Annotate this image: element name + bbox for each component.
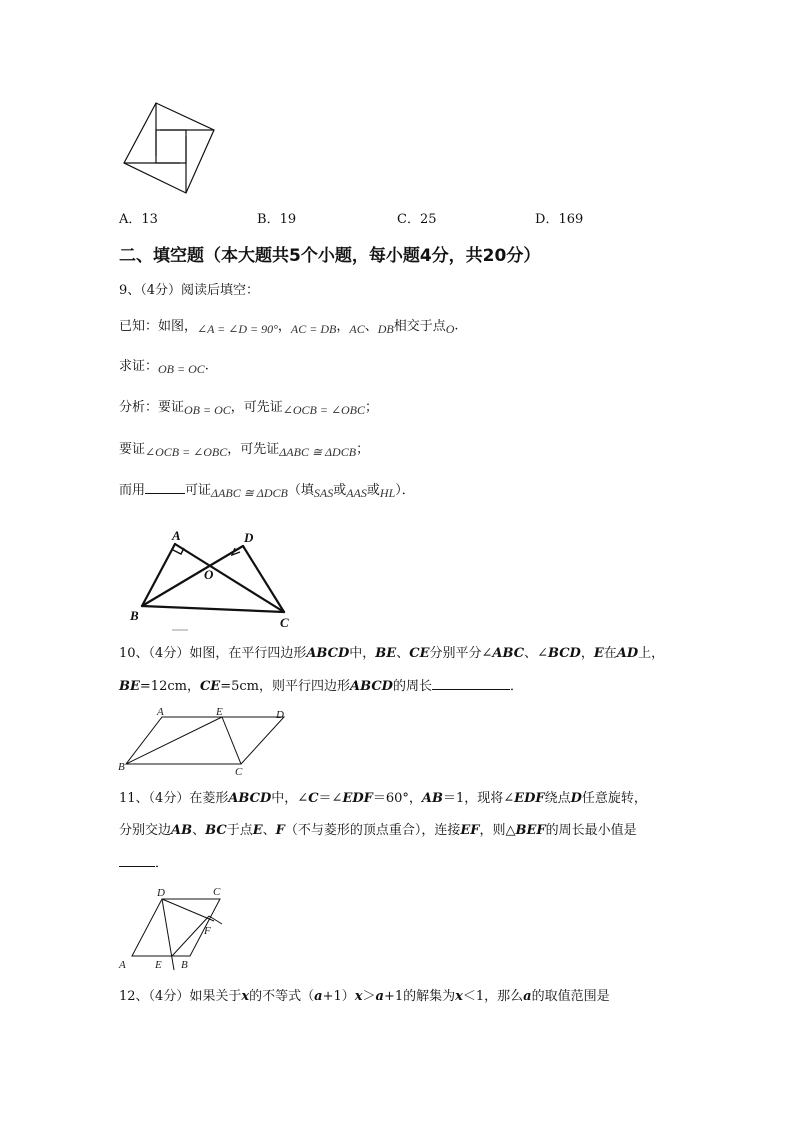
q10-answer-blank[interactable] bbox=[432, 677, 510, 690]
q10-text: ， bbox=[580, 646, 594, 661]
option-a-value: 13 bbox=[141, 212, 158, 227]
q9-prove-math: OB = OC bbox=[158, 362, 205, 376]
q9-need-mid: ，可先证 bbox=[227, 442, 280, 457]
q11-label-e: E bbox=[155, 959, 162, 971]
q12-a2: a bbox=[375, 989, 384, 1004]
q10-ce: CE bbox=[409, 646, 430, 661]
q10-text: =5cm，则平行四边形 bbox=[220, 679, 350, 694]
q10-label-a: A bbox=[157, 706, 164, 718]
q11-line3 bbox=[119, 854, 168, 873]
comma: ， bbox=[336, 319, 350, 334]
q12-text: +1的解集为 bbox=[383, 989, 456, 1004]
q9-fill-open: （填 bbox=[287, 483, 314, 498]
q9-analysis bbox=[119, 398, 378, 417]
q11-d: D bbox=[570, 791, 582, 806]
q9-given-math1: ∠A = ∠D = 90° bbox=[197, 322, 278, 336]
q11-line1 bbox=[119, 790, 647, 808]
option-d bbox=[535, 208, 583, 227]
q11-ab2: AB bbox=[171, 823, 193, 838]
dot: · bbox=[204, 362, 209, 377]
q10-text: 如图，在平行四边形 bbox=[189, 646, 307, 661]
dun: 、 bbox=[364, 319, 378, 334]
q9-intro-text: 阅读后填空： bbox=[181, 283, 260, 298]
q11-text: 、 bbox=[262, 823, 276, 838]
comma: ， bbox=[277, 319, 291, 334]
q9-label-c: C bbox=[280, 615, 289, 630]
q9-label-a: A bbox=[172, 528, 181, 543]
q9-analysis-math2: ∠OCB = ∠OBC bbox=[282, 403, 366, 417]
option-sep: ． bbox=[266, 212, 280, 227]
option-c-letter: C bbox=[397, 212, 407, 227]
q9-given bbox=[119, 317, 459, 336]
q10-text: ． bbox=[509, 679, 523, 694]
q11-text: 的周长最小值是 bbox=[545, 823, 637, 838]
q10-ce2: CE bbox=[199, 679, 221, 694]
q9-use bbox=[119, 481, 415, 500]
q10-line2 bbox=[119, 677, 523, 696]
q10-text: =12cm， bbox=[139, 679, 200, 694]
q10-text: 在 bbox=[603, 646, 617, 661]
semicolon: ； bbox=[356, 442, 370, 457]
q11-c: C bbox=[308, 791, 319, 806]
q11-label-f: F bbox=[204, 925, 211, 937]
q11-label-b: B bbox=[181, 959, 188, 971]
q10-abcd: ABCD bbox=[306, 646, 350, 661]
q9-label-o: O bbox=[204, 567, 214, 582]
dot: · bbox=[454, 322, 459, 337]
q10-label-d: D bbox=[276, 709, 284, 721]
option-b-value: 19 bbox=[279, 212, 297, 227]
q9-need-math2: ΔABC ≅ ΔDCB bbox=[279, 445, 357, 459]
option-sep: ． bbox=[406, 212, 420, 227]
q9-point-o: O bbox=[445, 322, 455, 336]
q11-bc: BC bbox=[205, 823, 227, 838]
option-sep: ． bbox=[545, 212, 559, 227]
q11-label-a: A bbox=[119, 959, 126, 971]
option-d-letter: D bbox=[535, 212, 546, 227]
q9-analysis-label: 分析：要证 bbox=[119, 400, 185, 415]
q10-ad: AD bbox=[616, 646, 639, 661]
q10-text: 分别平分∠ bbox=[429, 646, 493, 661]
q12-text: 的取值范围是 bbox=[531, 989, 610, 1004]
q9-aas: AAS bbox=[346, 486, 367, 500]
q11-label-d: D bbox=[157, 887, 165, 899]
q10-text: 、 bbox=[396, 646, 410, 661]
q9-or: 或 bbox=[333, 483, 347, 498]
q11-edf: EDF bbox=[342, 791, 373, 806]
q9-intro bbox=[119, 282, 259, 300]
option-d-value: 169 bbox=[558, 212, 584, 227]
option-c bbox=[397, 208, 437, 227]
option-c-value: 25 bbox=[419, 212, 437, 227]
q9-sas: SAS bbox=[313, 486, 334, 500]
q9-prove-label: 求证： bbox=[119, 359, 159, 374]
q10-parallelogram-figure bbox=[116, 704, 296, 778]
q12-text: 如果关于 bbox=[189, 989, 242, 1004]
q9-label-b: B bbox=[130, 608, 139, 623]
q10-label-b: B bbox=[118, 761, 125, 773]
q9-analysis-mid: ，可先证 bbox=[230, 400, 283, 415]
q10-label-c: C bbox=[235, 766, 243, 778]
q10-text: 的周长 bbox=[392, 679, 432, 694]
semicolon: ； bbox=[365, 400, 379, 415]
q10-be2: BE bbox=[119, 679, 140, 694]
section-heading: 二、填空题（本大题共5个小题，每小题4分，共20分） bbox=[119, 246, 541, 266]
q12-a3: a bbox=[523, 989, 532, 1004]
q11-text: ＝60°， bbox=[372, 791, 422, 806]
q9-fill-close: ）． bbox=[395, 483, 415, 498]
q9-need-label: 要证 bbox=[119, 442, 146, 457]
q10-text: 中， bbox=[349, 646, 376, 661]
q11-number: 11、（4分） bbox=[119, 791, 190, 806]
q11-text: 绕点 bbox=[544, 791, 571, 806]
q10-number: 10、（4分） bbox=[119, 646, 190, 661]
q9-number: 9、（4分） bbox=[119, 283, 182, 298]
q12-text: 的不等式（ bbox=[249, 989, 315, 1004]
q11-ef: EF bbox=[460, 823, 480, 838]
q10-text: 上， bbox=[638, 646, 665, 661]
q12-text: ＜1，那么 bbox=[462, 989, 524, 1004]
q9-analysis-math1: OB = OC bbox=[184, 403, 231, 417]
q11-text: （不与菱形的顶点重合），连接 bbox=[284, 823, 461, 838]
q11-f: F bbox=[275, 823, 285, 838]
q9-given-math3: AC bbox=[349, 322, 365, 336]
q10-abcd2: ABCD bbox=[350, 679, 393, 694]
option-b bbox=[257, 208, 296, 227]
q9-use-mid: 可证 bbox=[185, 483, 212, 498]
q9-use-label: 而用 bbox=[119, 483, 146, 498]
q9-label-d: D bbox=[244, 530, 254, 545]
q9-or: 或 bbox=[366, 483, 380, 498]
q11-text: ＝∠ bbox=[318, 791, 343, 806]
q9-given-math2: AC = DB bbox=[290, 322, 337, 336]
q11-edf2: EDF bbox=[514, 791, 545, 806]
q11-text: 、 bbox=[192, 823, 206, 838]
q11-text: ＝1，现将∠ bbox=[443, 791, 515, 806]
q11-rhombus-figure bbox=[116, 884, 236, 976]
q9-prove bbox=[119, 357, 209, 376]
q11-answer-blank[interactable] bbox=[119, 854, 155, 867]
q12-a: a bbox=[314, 989, 323, 1004]
q11-text: 于点 bbox=[226, 823, 253, 838]
q9-use-math: ΔABC ≅ ΔDCB bbox=[211, 486, 288, 500]
q12-x2: x bbox=[354, 989, 363, 1004]
q11-text: 中，∠ bbox=[271, 791, 309, 806]
q12-line1 bbox=[119, 988, 610, 1006]
q10-abc: ABC bbox=[492, 646, 525, 661]
q9-need-math1: ∠OCB = ∠OBC bbox=[145, 445, 228, 459]
q9-answer-blank[interactable] bbox=[145, 481, 185, 494]
q12-x: x bbox=[241, 989, 250, 1004]
q11-label-c: C bbox=[213, 886, 221, 898]
q11-text: ，则△ bbox=[479, 823, 516, 838]
q9-given-math4: DB bbox=[377, 322, 394, 336]
q10-text: 、∠ bbox=[524, 646, 548, 661]
q11-line2 bbox=[119, 822, 637, 840]
q12-text: +1） bbox=[322, 989, 355, 1004]
q11-bef: BEF bbox=[515, 823, 546, 838]
q11-abcd: ABCD bbox=[228, 791, 272, 806]
q10-e: E bbox=[593, 646, 604, 661]
option-a-letter: A bbox=[119, 212, 129, 227]
q10-label-e: E bbox=[216, 706, 223, 718]
q12-text: ＞ bbox=[362, 989, 376, 1004]
q12-x3: x bbox=[455, 989, 463, 1004]
option-a bbox=[119, 208, 158, 227]
q9-hl: HL bbox=[379, 486, 396, 500]
q8-square-figure bbox=[120, 100, 220, 196]
q9-given-end: 相交于点 bbox=[393, 319, 446, 334]
q10-line1 bbox=[119, 645, 664, 663]
q9-triangles-figure bbox=[128, 526, 298, 632]
q11-text: 任意旋转， bbox=[581, 791, 647, 806]
q12-number: 12、（4分） bbox=[119, 989, 190, 1004]
q11-text: 在菱形 bbox=[189, 791, 229, 806]
q11-e: E bbox=[252, 823, 263, 838]
q11-text: ． bbox=[155, 856, 169, 871]
q9-given-label: 已知：如图， bbox=[119, 319, 198, 334]
option-b-letter: B bbox=[257, 212, 267, 227]
option-sep: ． bbox=[128, 212, 142, 227]
q10-bcd: BCD bbox=[547, 646, 581, 661]
q10-be: BE bbox=[375, 646, 397, 661]
q11-text: 分别交边 bbox=[119, 823, 172, 838]
q9-need bbox=[119, 440, 369, 459]
q11-ab: AB bbox=[421, 791, 443, 806]
